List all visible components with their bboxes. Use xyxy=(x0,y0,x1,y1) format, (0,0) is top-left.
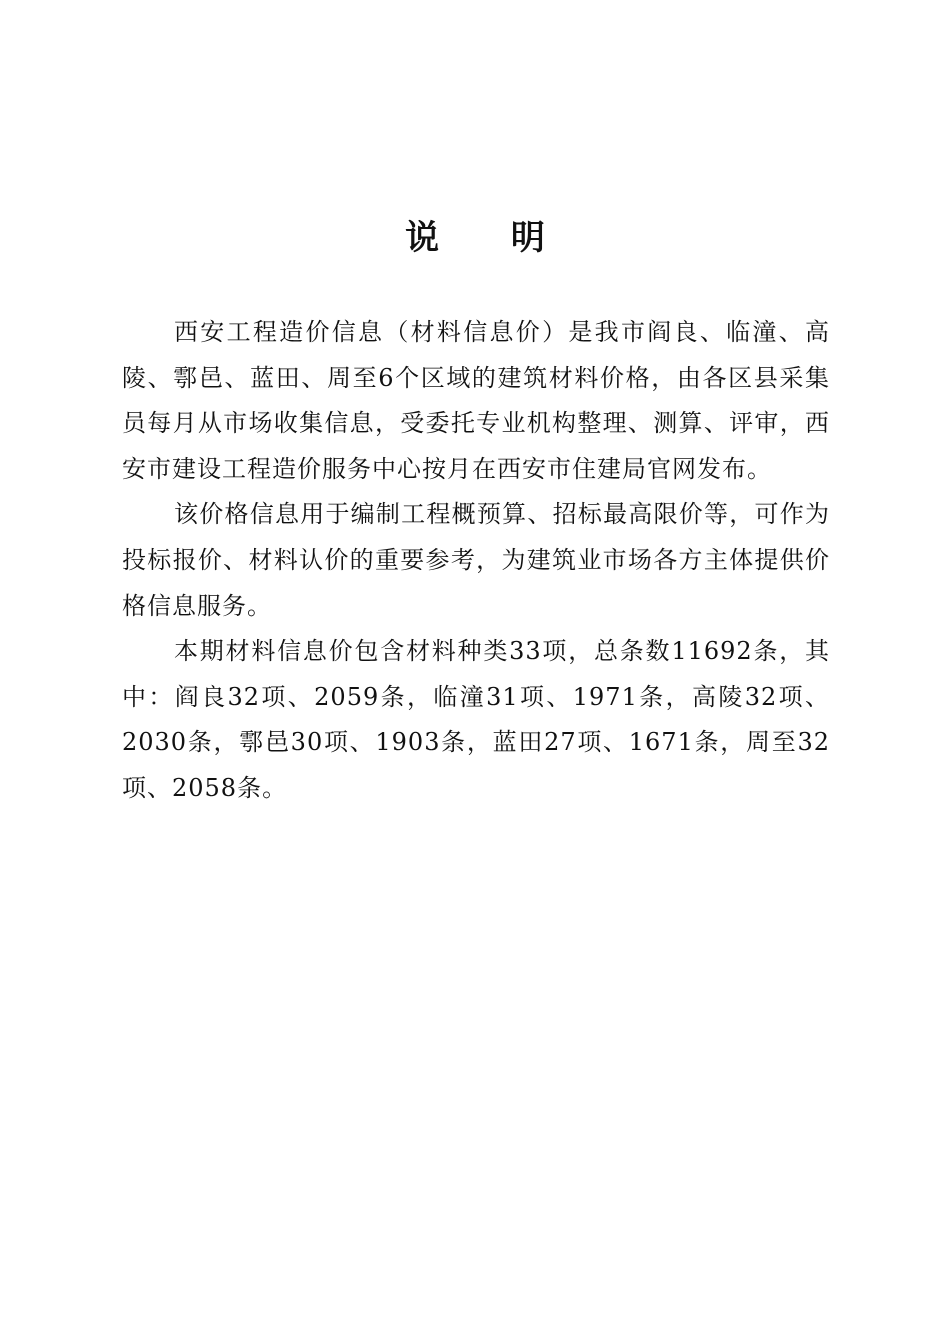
paragraph-statistics: 本期材料信息价包含材料种类33项，总条数11692条，其中：阎良32项、2059条，临潼31项、1971条，高陵32项、2030条，鄠邑30项、1903条，蓝田27项、1671条，周至32项、2058条。 xyxy=(122,637,830,802)
page-title: 说 明 xyxy=(405,218,575,258)
paragraph-intro: 西安工程造价信息（材料信息价）是我市阎良、临潼、高陵、鄠邑、蓝田、周至6个区域的建筑材料价格，由各区县采集员每月从市场收集信息，受委托专业机构整理、测算、评审，西安市建设工程造价服务中心按月在西安市住建局官网发布。 xyxy=(122,318,830,483)
paragraph-usage: 该价格信息用于编制工程概预算、招标最高限价等，可作为投标报价、材料认价的重要参考，为建筑业市场各方主体提供价格信息服务。 xyxy=(122,500,830,620)
body-text xyxy=(122,310,830,812)
